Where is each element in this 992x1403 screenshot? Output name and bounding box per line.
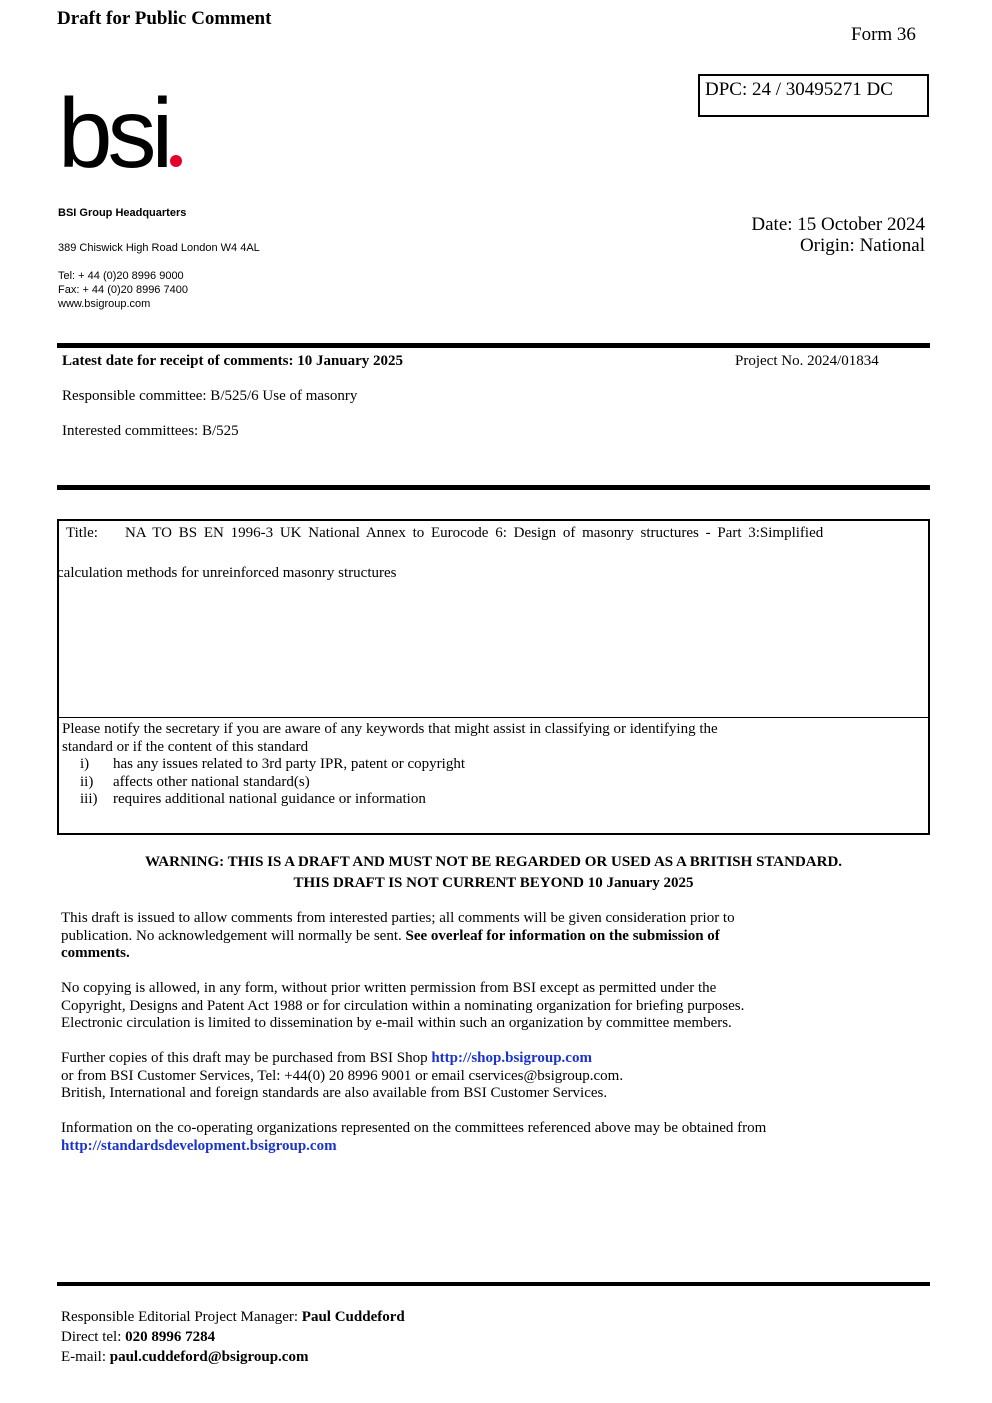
title-label: Title:: [66, 525, 98, 541]
paragraph-line: This draft is issued to allow comments from interested parties; all comments will be given consideration prior to: [61, 910, 735, 926]
paragraph-text: Further copies of this draft may be purchased from BSI Shop: [61, 1050, 428, 1066]
tel-label: Direct tel:: [61, 1329, 122, 1345]
latest-comment-date: Latest date for receipt of comments: 10 January 2025: [62, 353, 404, 369]
list-item-text: affects other national standard(s): [113, 773, 310, 790]
list-item-text: requires additional national guidance or information: [113, 791, 426, 807]
logo-text: bsi: [58, 78, 169, 188]
bsi-logo: [58, 78, 182, 188]
email-label: E-mail:: [61, 1349, 106, 1365]
overleaf-notice: See overleaf for information on the submission of: [405, 927, 720, 944]
title-text-line1: NA TO BS EN 1996-3 UK National Annex to Eurocode 6: Design of masonry structures - Part 3:Simplified: [124, 525, 824, 541]
middle-rule: [57, 485, 930, 490]
footer-rule: [57, 1282, 930, 1286]
draft-title: Draft for Public Comment: [57, 8, 272, 29]
tel-value: 020 8996 7284: [125, 1329, 216, 1345]
warning-line1: WARNING: THIS IS A DRAFT AND MUST NOT BE REGARDED OR USED AS A BRITISH STANDARD.: [144, 854, 843, 870]
hq-fax: Fax: + 44 (0)20 8996 7400: [58, 284, 188, 296]
paragraph-text: publication. No acknowledgement will normally be sent.: [61, 927, 402, 944]
date-origin-block: [751, 214, 925, 256]
hq-address: 389 Chiswick High Road London W4 4AL: [58, 242, 260, 254]
dpc-reference: DPC: 24 / 30495271 DC: [705, 79, 893, 100]
paragraph-line: [61, 928, 923, 946]
draft-warning: [57, 852, 930, 894]
interested-committees: Interested committees: B/525: [62, 423, 239, 439]
manager-label: Responsible Editorial Project Manager:: [61, 1309, 299, 1325]
responsible-committee: Responsible committee: B/525/6 Use of masonry: [62, 388, 358, 404]
paragraph-line: British, International and foreign standards are also available from BSI Customer Services.: [61, 1085, 608, 1101]
list-item: [62, 791, 928, 809]
list-item-text: has any issues related to 3rd party IPR, patent or copyright: [113, 756, 466, 772]
form-number: Form 36: [851, 24, 916, 45]
overleaf-notice-end: comments.: [61, 945, 130, 961]
list-item-number: ii): [80, 773, 94, 790]
hq-name: BSI Group Headquarters: [58, 207, 187, 219]
bsi-shop-link[interactable]: http://shop.bsigroup.com: [431, 1050, 592, 1066]
email-line: [61, 1348, 308, 1368]
hq-web: www.bsigroup.com: [58, 298, 151, 310]
direct-tel-line: [61, 1328, 215, 1348]
paragraph-line: [61, 1050, 923, 1068]
copyright-paragraph: [61, 980, 923, 1033]
paragraph-line: Copyright, Designs and Patent Act 1988 or for circulation within a nominating organization for briefing purposes.: [61, 997, 745, 1014]
hq-tel: Tel: + 44 (0)20 8996 9000: [58, 270, 184, 282]
paragraph-line: No copying is allowed, in any form, without prior written permission from BSI except as permitted under the: [61, 980, 717, 996]
document-origin: Origin: National: [799, 235, 925, 256]
list-item-number: i): [80, 756, 90, 772]
paragraph-line: Information on the co-operating organizations represented on the committees referenced above may be obtained from: [61, 1120, 767, 1136]
warning-line2: THIS DRAFT IS NOT CURRENT BEYOND 10 January 2025: [293, 875, 694, 891]
title-box: [57, 519, 930, 718]
notify-line1: Please notify the secretary if you are aware of any keywords that might assist in classifying or identifying the: [62, 721, 718, 737]
list-item-number: iii): [80, 791, 98, 807]
paragraph-line: or from BSI Customer Services, Tel: +44(0) 20 8996 9001 or email cservices@bsigroup.com.: [61, 1067, 624, 1084]
list-item: [62, 774, 928, 792]
dpc-reference-box: [698, 74, 929, 117]
project-number: Project No. 2024/01834: [735, 353, 879, 369]
manager-name: Paul Cuddeford: [301, 1309, 405, 1325]
title-first-line: [66, 525, 823, 542]
title-text-line2: calculation methods for unreinforced masonry structures: [57, 565, 397, 581]
notify-box: [57, 717, 930, 835]
notify-line2: standard or if the content of this standard: [62, 738, 309, 755]
logo-dot: [170, 155, 182, 167]
organizations-paragraph: [61, 1120, 923, 1155]
paragraph-line: Electronic circulation is limited to dissemination by e-mail within such an organization by committee members.: [61, 1015, 732, 1031]
top-rule: [57, 343, 930, 348]
list-item: [62, 756, 928, 774]
standards-development-link[interactable]: http://standardsdevelopment.bsigroup.com: [61, 1137, 337, 1154]
comments-paragraph: [61, 910, 923, 963]
project-manager-line: [61, 1308, 405, 1328]
email-value[interactable]: paul.cuddeford@bsigroup.com: [109, 1349, 309, 1365]
purchase-paragraph: [61, 1050, 923, 1103]
document-date: Date: 15 October 2024: [751, 214, 925, 235]
